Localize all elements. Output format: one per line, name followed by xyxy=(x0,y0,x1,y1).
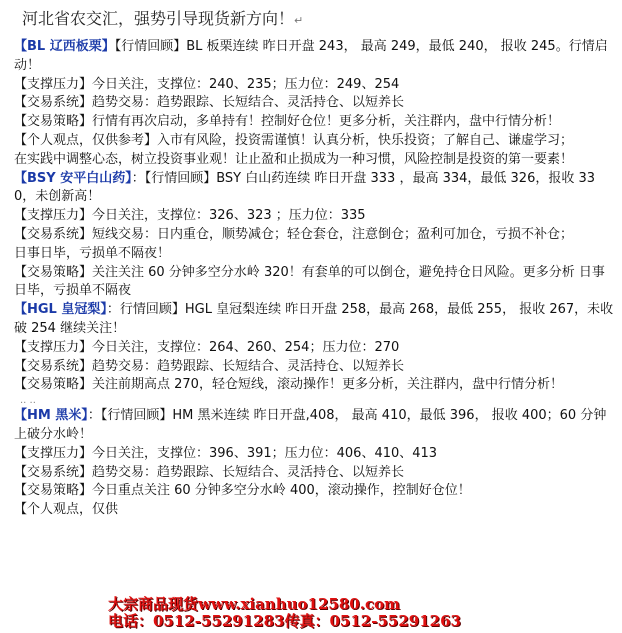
page-title: 河北省农交汇，强势引导现货新方向！↵ xyxy=(22,9,304,28)
section-bsy-note: 日事日毕，亏损单不隔夜！ xyxy=(14,245,171,261)
section-bl-support: 【支撑压力】今日关注，支撑位：240、235；压力位：249、254 xyxy=(14,76,400,92)
section-hm-review: 【HM 黑米】：【行情回顾】HM 黑米连续 昨日开盘,408， 最高 410，最低 396， 报收 400；60 分钟上破分水岭！ xyxy=(14,408,607,442)
section-bl-review: 【BL 辽西板栗】【行情回顾】BL 板栗连续 昨日开盘 243， 最高 249，最低 240， 报收 245。行情启动！ xyxy=(14,39,608,73)
section-hm xyxy=(14,407,614,520)
section-bl-advice: 在实践中调整心态，树立投资事业观！让止盈和止损成为一种习惯，风险控制是投资的第一要素！ xyxy=(14,151,574,167)
section-bl-system: 【交易系统】趋势交易：趋势跟踪、长短结合、灵活持仓、以短养长 xyxy=(14,95,405,111)
separator-dots: .. .. xyxy=(20,395,36,407)
section-bsy-strategy: 【交易策略】关注关注 60 分钟多空分水岭 320！有套单的可以倒仓，避免持仓日风险。更多分析 日事日毕，亏损单不隔夜 xyxy=(14,264,605,299)
section-bl-opinion: 【个人观点，仅供参考】入市有风险，投资需谨慎！认真分析，快乐投资；了解自己、谦虚学习； xyxy=(14,132,574,148)
section-hgl-tag: 【HGL 皇冠梨】 xyxy=(14,302,107,318)
section-hgl-system: 【交易系统】趋势交易：趋势跟踪、长短结合、灵活持仓、以短养长 xyxy=(14,358,405,374)
section-hm-support: 【支撑压力】今日关注，支撑位：396、391；压力位：406、410、413 xyxy=(14,445,438,461)
section-bl xyxy=(14,38,614,170)
section-hgl xyxy=(14,301,614,395)
section-hm-system: 【交易系统】趋势交易：趋势跟踪、长短结合、灵活持仓、以短养长 xyxy=(14,464,405,480)
section-bsy-review: 【BSY 安平白山药】：【行情回顾】BSY 白山药连续 昨日开盘 333 ，最高 334，最低 326，报收 330，未创新高！ xyxy=(14,170,596,205)
section-bsy xyxy=(14,170,614,302)
section-bl-strategy: 【交易策略】行情有再次启动，多单持有！控制好仓位！更多分析，关注群内，盘中行情分析！ xyxy=(14,114,561,130)
section-hm-tag: 【HM 黑米】 xyxy=(14,408,88,424)
section-bsy-support: 【支撑压力】今日关注，支撑位：326、323 ；压力位：335 xyxy=(14,208,366,224)
section-hgl-support: 【支撑压力】今日关注，支撑位：264、260、254；压力位：270 xyxy=(14,339,400,355)
watermark-phone-fax: 电话：0512-55291283传真：0512-55291263 xyxy=(108,612,461,630)
section-hm-strategy: 【交易策略】今日重点关注 60 分钟多空分水岭 400，滚动操作，控制好仓位！ xyxy=(14,483,471,499)
watermark-contact xyxy=(108,596,618,630)
section-hm-opinion: 【个人观点，仅供 xyxy=(14,502,119,518)
watermark-website: 大宗商品现货www.xianhuo12580.com xyxy=(108,595,400,613)
section-bsy-tag: 【BSY 安平白山药】 xyxy=(14,170,132,186)
section-bl-tag: 【BL 辽西板栗】 xyxy=(14,39,115,54)
section-bsy-system: 【交易系统】短线交易：日内重仓，顺势减仓；轻仓套仓，注意倒仓；盈利可加仓，亏损不补仓； xyxy=(14,226,574,242)
section-hgl-strategy: 【交易策略】关注前期高点 270，轻仓短线，滚动操作！更多分析，关注群内，盘中行情分析！ xyxy=(14,377,563,393)
document-body xyxy=(14,6,614,520)
section-hgl-review: 【HGL 皇冠梨】：行情回顾】HGL 皇冠梨连续 昨日开盘 258，最高 268，最低 255， 报收 267，未收破 254 继续关注！ xyxy=(14,302,614,336)
